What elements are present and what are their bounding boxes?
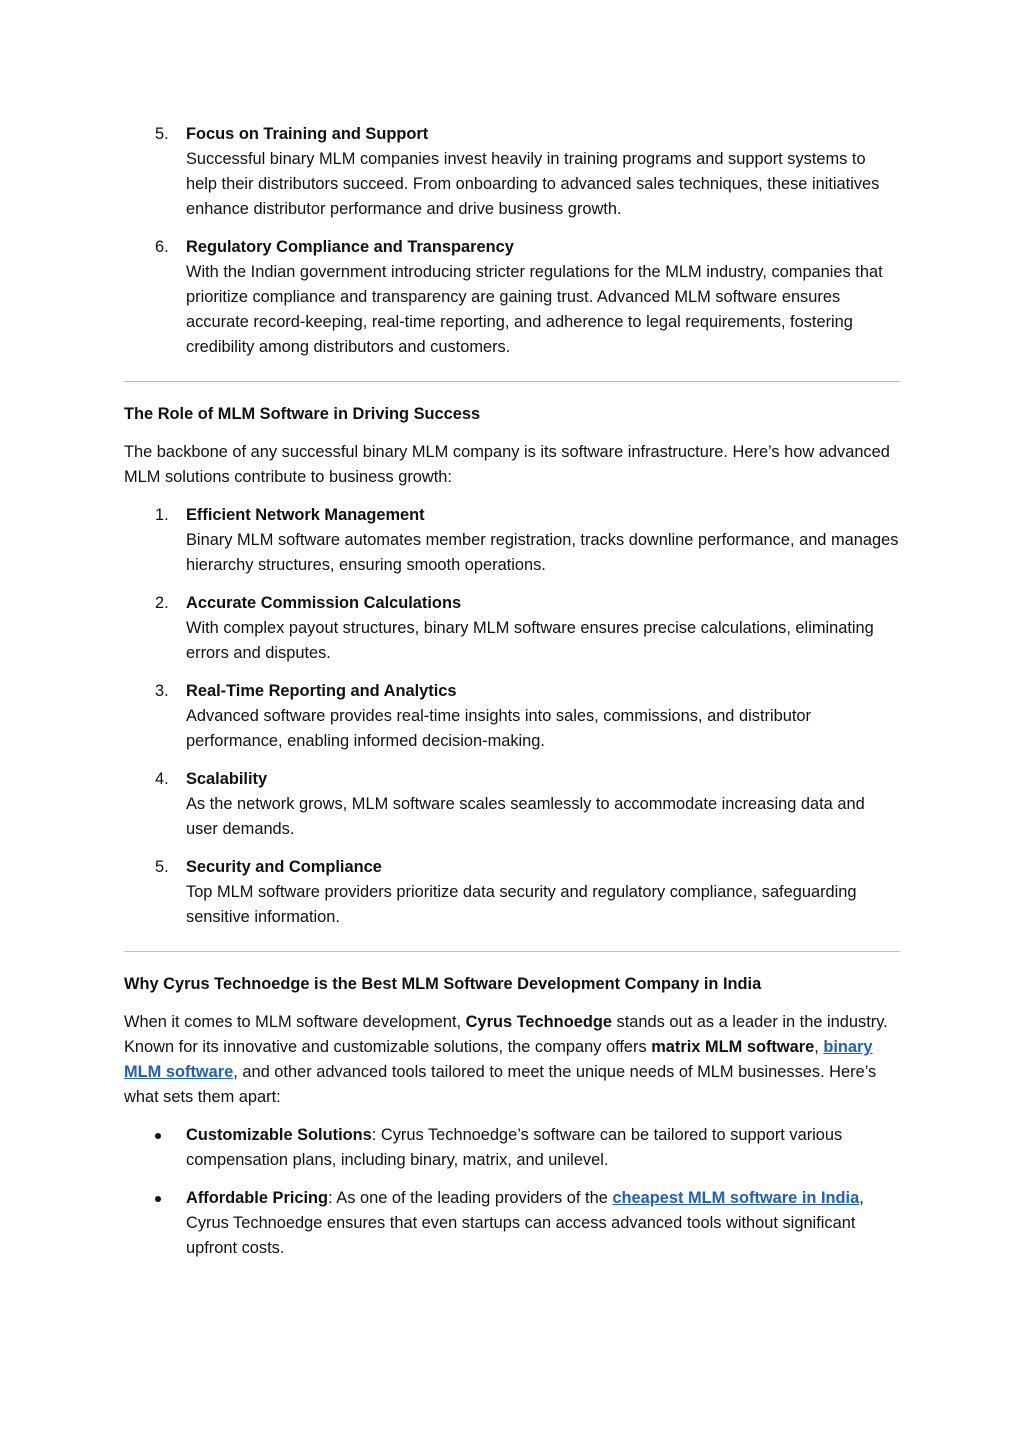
list-item — [124, 855, 900, 930]
list-number: 4. — [155, 770, 169, 788]
section-heading-role: The Role of MLM Software in Driving Success — [124, 405, 481, 423]
bullet-body: : As one of the leading providers of the — [328, 1189, 613, 1207]
bullet-body: , Cyrus Technoedge ensures that even startups can access advanced tools without significant upfront costs. — [186, 1189, 864, 1257]
list-item-title: Real-Time Reporting and Analytics — [186, 682, 457, 700]
bullet-item — [124, 1123, 900, 1173]
list-number: 6. — [155, 238, 169, 256]
numbered-list-role — [124, 503, 900, 930]
list-item-title: Scalability — [186, 770, 268, 788]
list-item-body: Top MLM software providers prioritize data security and regulatory compliance, safeguarding sensitive information. — [186, 883, 857, 926]
bullet-title: Customizable Solutions — [186, 1126, 372, 1144]
list-item-body: With the Indian government introducing stricter regulations for the MLM industry, companies that prioritize compliance and transparency are gaining trust. Advanced MLM software ensures accurate record-keeping, real-time reporting, and adherence to legal requirements, fostering credibility among distributors and customers. — [186, 263, 883, 356]
bullet-list-why — [124, 1123, 900, 1261]
bullet-icon — [155, 1196, 161, 1202]
list-item — [124, 122, 900, 222]
list-number: 3. — [155, 682, 169, 700]
bullet-title: Affordable Pricing — [186, 1189, 329, 1207]
list-number: 1. — [155, 506, 169, 524]
list-item-title: Efficient Network Management — [186, 506, 425, 524]
matrix-software-bold: matrix MLM software — [651, 1038, 815, 1056]
intro-text: , and other advanced tools tailored to meet the unique needs of MLM businesses. Here’s what sets them apart: — [124, 1063, 877, 1106]
list-item-title: Security and Compliance — [186, 858, 382, 876]
list-item-title: Accurate Commission Calculations — [186, 594, 462, 612]
document-page — [124, 122, 900, 1274]
list-number: 5. — [155, 125, 169, 143]
section-intro-why — [124, 1010, 900, 1110]
cheapest-mlm-software-link[interactable]: cheapest MLM software in India — [612, 1189, 860, 1207]
intro-text: stands out as a leader in the industry. Known for its innovative and customizable solutions, the company offers — [124, 1013, 888, 1056]
bullet-text — [186, 1126, 842, 1169]
list-item-body: Binary MLM software automates member registration, tracks downline performance, and manages hierarchy structures, ensuring smooth operations. — [186, 531, 899, 574]
list-item-body: As the network grows, MLM software scales seamlessly to accommodate increasing data and user demands. — [186, 795, 865, 838]
list-item — [124, 679, 900, 754]
list-item — [124, 235, 900, 360]
numbered-list-continued — [124, 122, 900, 360]
bullet-text — [186, 1189, 864, 1257]
bullet-icon — [155, 1133, 161, 1139]
section-intro-role: The backbone of any successful binary MLM company is its software infrastructure. Here’s how advanced MLM solutions contribute to business growth: — [124, 443, 890, 486]
list-item-title: Focus on Training and Support — [186, 125, 429, 143]
binary-mlm-software-link[interactable]: binary MLM software — [124, 1038, 873, 1081]
bullet-body: : Cyrus Technoedge’s software can be tailored to support various compensation plans, including binary, matrix, and unilevel. — [186, 1126, 843, 1169]
list-item — [124, 767, 900, 842]
intro-text: When it comes to MLM software development, — [124, 1013, 466, 1031]
intro-text: , — [814, 1038, 824, 1056]
list-item — [124, 503, 900, 578]
list-number: 2. — [155, 594, 169, 612]
list-item-body: Advanced software provides real-time insights into sales, commissions, and distributor performance, enabling informed decision-making. — [186, 707, 811, 750]
list-item-title: Regulatory Compliance and Transparency — [186, 238, 514, 256]
section-heading-why: Why Cyrus Technoedge is the Best MLM Software Development Company in India — [124, 975, 762, 993]
list-item — [124, 591, 900, 666]
list-item-body: Successful binary MLM companies invest heavily in training programs and support systems to help their distributors succeed. From onboarding to advanced sales techniques, these initiatives enhance distributor performance and drive business growth. — [186, 150, 880, 218]
section-divider — [124, 381, 900, 382]
company-name-bold: Cyrus Technoedge — [465, 1013, 612, 1031]
section-divider — [124, 951, 900, 952]
bullet-item — [124, 1186, 900, 1261]
list-item-body: With complex payout structures, binary MLM software ensures precise calculations, eliminating errors and disputes. — [186, 619, 874, 662]
list-number: 5. — [155, 858, 169, 876]
